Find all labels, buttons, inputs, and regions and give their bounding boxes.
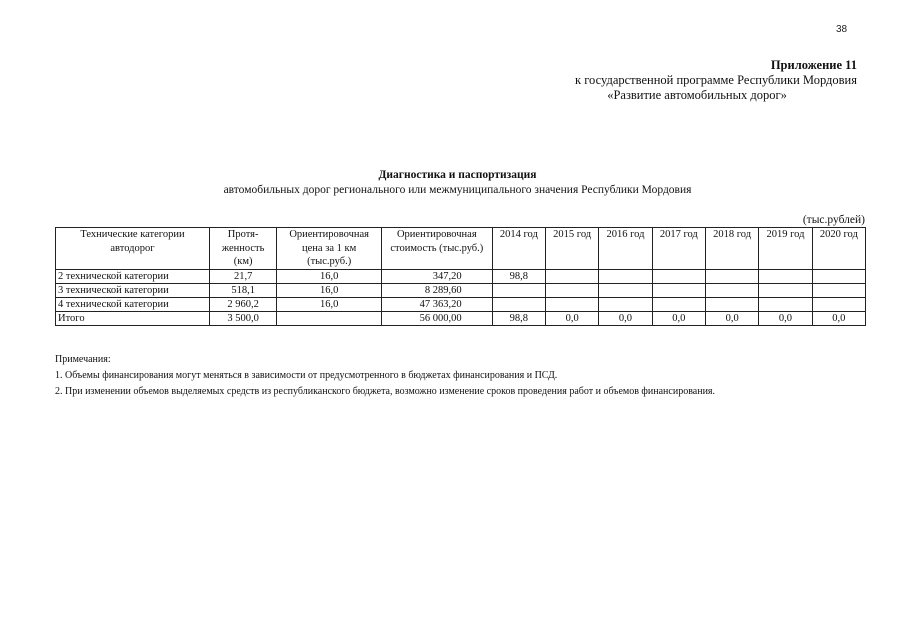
header-year-2014: 2014 год — [492, 228, 545, 270]
financing-table — [55, 227, 866, 326]
table-row — [56, 269, 866, 283]
cell-2014: 98,8 — [492, 269, 545, 283]
cell-2015 — [545, 269, 598, 283]
cell-price: 16,0 — [277, 269, 382, 283]
cell-price — [277, 311, 382, 325]
appendix-title: Приложение 11 — [770, 58, 857, 72]
header-length: Протя-женность (км) — [209, 228, 276, 270]
cell-2016: 0,0 — [599, 311, 652, 325]
header-category: Технические категории автодорог — [56, 228, 210, 270]
cell-2018 — [705, 269, 758, 283]
cell-2014 — [492, 297, 545, 311]
note-item: 1. Объемы финансирования могут меняться в зависимости от предусмотренного в бюджетах финансирования и ПСД. — [55, 370, 558, 381]
cell-2016 — [599, 269, 652, 283]
cell-2017 — [652, 283, 705, 297]
table-row — [56, 283, 866, 297]
header-year-2017: 2017 год — [652, 228, 705, 270]
document-title: Диагностика и паспортизация — [378, 169, 537, 181]
header-year-2019: 2019 год — [759, 228, 812, 270]
cell-2017 — [652, 269, 705, 283]
cell-2020: 0,0 — [812, 311, 865, 325]
cell-2019 — [759, 269, 812, 283]
cell-2014: 98,8 — [492, 311, 545, 325]
appendix-program-line: к государственной программе Республики Мордовия — [575, 73, 857, 87]
cell-2017 — [652, 297, 705, 311]
cell-2020 — [812, 269, 865, 283]
cell-price: 16,0 — [277, 283, 382, 297]
cell-2018: 0,0 — [705, 311, 758, 325]
cell-cost: 347,20 — [381, 269, 492, 283]
cell-category: 3 технической категории — [56, 283, 210, 297]
cell-2017: 0,0 — [652, 311, 705, 325]
page-number: 38 — [836, 24, 848, 35]
document-heading — [0, 168, 905, 198]
cell-2015: 0,0 — [545, 311, 598, 325]
cell-2018 — [705, 283, 758, 297]
header-year-2015: 2015 год — [545, 228, 598, 270]
cell-2016 — [599, 297, 652, 311]
cell-2018 — [705, 297, 758, 311]
cell-length: 3 500,0 — [209, 311, 276, 325]
cell-price: 16,0 — [277, 297, 382, 311]
cell-length: 518,1 — [209, 283, 276, 297]
table-header-row — [56, 228, 866, 270]
units-label: (тыс.рублей) — [802, 214, 865, 226]
header-year-2016: 2016 год — [599, 228, 652, 270]
cell-cost: 47 363,20 — [381, 297, 492, 311]
header-total-cost: Ориентировочная стоимость (тыс.руб.) — [381, 228, 492, 270]
cell-2019 — [759, 297, 812, 311]
header-price-per-km: Ориентировочная цена за 1 км (тыс.руб.) — [277, 228, 382, 270]
document-subtitle: автомобильных дорог регионального или межмуниципального значения Республики Мордовия — [223, 184, 692, 196]
cell-2020 — [812, 297, 865, 311]
notes-title: Примечания: — [55, 354, 111, 365]
appendix-program-name: «Развитие автомобильных дорог» — [607, 88, 787, 102]
appendix-block — [575, 58, 857, 103]
header-year-2020: 2020 год — [812, 228, 865, 270]
cell-2015 — [545, 297, 598, 311]
cell-2015 — [545, 283, 598, 297]
cell-length: 2 960,2 — [209, 297, 276, 311]
cell-2020 — [812, 283, 865, 297]
table-row — [56, 297, 866, 311]
cell-category: Итого — [56, 311, 210, 325]
cell-cost: 56 000,00 — [381, 311, 492, 325]
cell-category: 2 технической категории — [56, 269, 210, 283]
cell-length: 21,7 — [209, 269, 276, 283]
table-total-row — [56, 311, 866, 325]
header-year-2018: 2018 год — [705, 228, 758, 270]
notes-block — [55, 352, 715, 400]
cell-2014 — [492, 283, 545, 297]
cell-2016 — [599, 283, 652, 297]
cell-2019 — [759, 283, 812, 297]
cell-2019: 0,0 — [759, 311, 812, 325]
cell-cost: 8 289,60 — [381, 283, 492, 297]
note-item: 2. При изменении объемов выделяемых средств из республиканского бюджета, возможно изменение сроков проведения работ и объемов финансирования. — [55, 386, 716, 397]
cell-category: 4 технической категории — [56, 297, 210, 311]
